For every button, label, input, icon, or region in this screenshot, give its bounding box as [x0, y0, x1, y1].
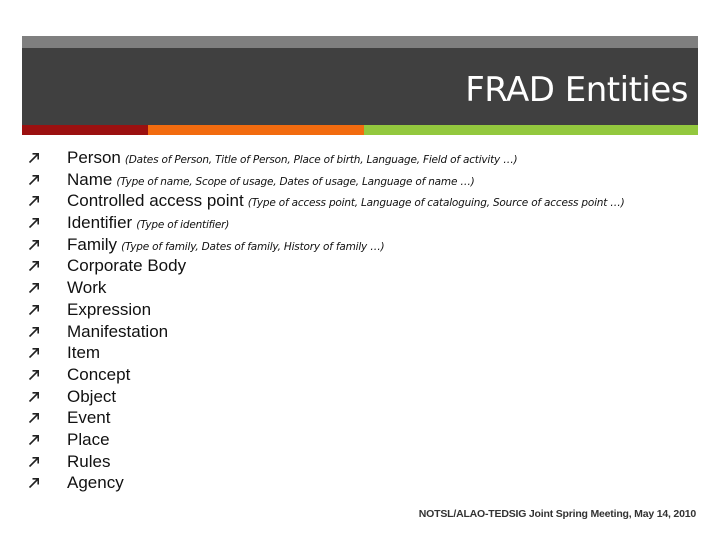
bullet-label: Identifier	[67, 213, 133, 233]
arrow-up-right-icon	[28, 234, 42, 256]
accent-strip-orange	[148, 125, 364, 135]
arrow-up-right-icon	[28, 407, 42, 429]
bullet-text	[67, 451, 110, 473]
slide-title: FRAD Entities	[465, 70, 688, 110]
accent-strip-red	[22, 125, 148, 135]
bullet-label: Item	[67, 343, 101, 363]
bullet-text	[67, 386, 116, 408]
bullet-label: Agency	[67, 473, 124, 493]
bullet-label: Event	[67, 408, 111, 428]
arrow-up-right-icon	[28, 364, 42, 386]
bullet-label: Controlled access point	[67, 191, 244, 211]
arrow-up-right-icon	[28, 429, 42, 451]
bullet-detail: (Type of identifier)	[136, 219, 230, 232]
arrow-up-right-icon	[28, 472, 42, 494]
bullet-text	[67, 277, 106, 299]
bullet-detail: (Type of access point, Language of cataloguing, Source of access point …)	[247, 197, 625, 210]
bullet-label: Family	[67, 234, 118, 254]
arrow-up-right-icon	[28, 255, 42, 277]
bullet-text	[67, 342, 100, 364]
arrow-up-right-icon	[28, 147, 42, 169]
arrow-up-right-icon	[28, 342, 42, 364]
bullet-detail: (Type of name, Scope of usage, Dates of usage, Language of name …)	[116, 175, 475, 188]
arrow-up-right-icon	[28, 386, 42, 408]
bullet-detail: (Dates of Person, Title of Person, Place of birth, Language, Field of activity …)	[124, 154, 518, 166]
arrow-up-right-icon	[28, 169, 42, 191]
arrow-up-right-icon	[28, 190, 42, 212]
bullet-text	[67, 321, 168, 343]
bullet-label: Place	[67, 429, 110, 449]
bullet-text	[67, 472, 124, 494]
bullet-text	[67, 429, 110, 451]
accent-strip-green	[364, 125, 698, 135]
bullet-text	[67, 407, 110, 429]
bullet-label: Person	[67, 148, 121, 167]
bullet-label: Corporate Body	[67, 256, 187, 276]
bullet-label: Object	[67, 386, 117, 406]
bullet-label: Manifestation	[67, 321, 169, 341]
bullet-detail: (Type of family, Dates of family, History of family …)	[121, 240, 385, 253]
bullet-text	[67, 255, 186, 277]
bullet-label: Rules	[67, 451, 111, 471]
bullet-text	[67, 364, 130, 386]
arrow-up-right-icon	[28, 451, 42, 473]
bullet-label: Expression	[67, 299, 152, 319]
bullet-label: Name	[67, 169, 113, 189]
arrow-up-right-icon	[28, 277, 42, 299]
title-bar	[22, 36, 698, 125]
arrow-up-right-icon	[28, 212, 42, 234]
bullet-label: Concept	[67, 364, 131, 384]
arrow-up-right-icon	[28, 321, 42, 343]
bullet-label: Work	[67, 278, 107, 298]
slide-footer: NOTSL/ALAO-TEDSIG Joint Spring Meeting, May 14, 2010	[418, 508, 696, 520]
bullet-text	[67, 299, 151, 321]
arrow-up-right-icon	[28, 299, 42, 321]
